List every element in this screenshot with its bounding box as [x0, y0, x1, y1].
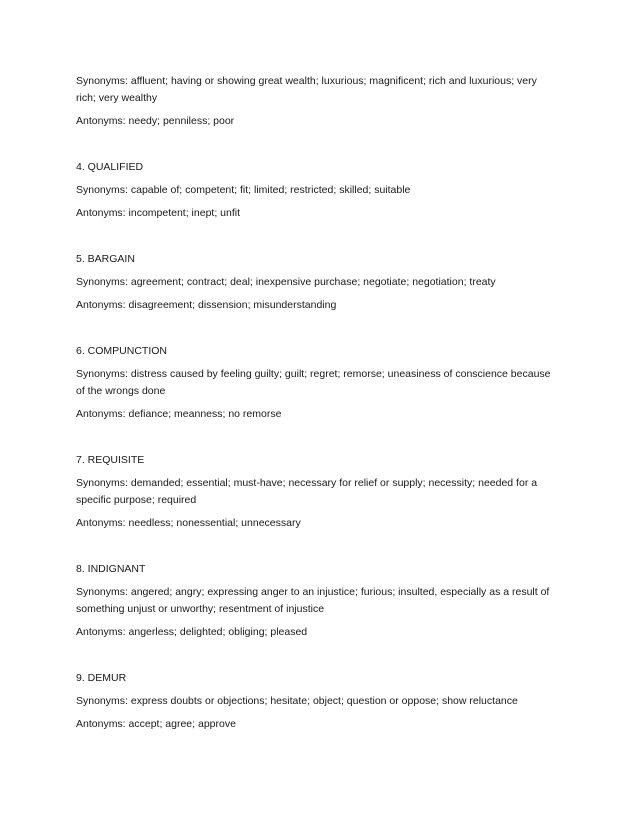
- antonyms-line: Antonyms: needy; penniless; poor: [76, 115, 235, 127]
- entry-qualified: [76, 159, 554, 222]
- synonyms-line: Synonyms: distress caused by feeling guilty; guilt; regret; remorse; uneasiness of conscience because of the wrongs done: [76, 368, 551, 397]
- entry-compunction: [76, 343, 554, 423]
- entry-indignant: [76, 561, 554, 641]
- synonyms-line: Synonyms: angered; angry; expressing anger to an injustice; furious; insulted, especially as a result of something unjust or unworthy; resentment of injustice: [76, 586, 550, 615]
- antonyms-line: Antonyms: angerless; delighted; obliging; pleased: [76, 626, 308, 638]
- continued-entry: [76, 73, 554, 130]
- entry-demur: [76, 670, 554, 733]
- antonyms-line: Antonyms: incompetent; inept; unfit: [76, 207, 241, 219]
- entry-bargain: [76, 251, 554, 314]
- antonyms-line: Antonyms: disagreement; dissension; misunderstanding: [76, 299, 337, 311]
- entry-heading: 4. QUALIFIED: [76, 161, 144, 173]
- synonyms-line: Synonyms: affluent; having or showing great wealth; luxurious; magnificent; rich and luxurious; very rich; very wealthy: [76, 75, 537, 104]
- synonyms-line: Synonyms: capable of; competent; fit; limited; restricted; skilled; suitable: [76, 184, 411, 196]
- antonyms-line: Antonyms: defiance; meanness; no remorse: [76, 408, 282, 420]
- entry-requisite: [76, 452, 554, 532]
- synonyms-line: Synonyms: express doubts or objections; hesitate; object; question or oppose; show reluctance: [76, 695, 518, 707]
- synonyms-line: Synonyms: agreement; contract; deal; inexpensive purchase; negotiate; negotiation; treaty: [76, 276, 496, 288]
- entry-heading: 6. COMPUNCTION: [76, 345, 168, 357]
- antonyms-line: Antonyms: accept; agree; approve: [76, 718, 236, 730]
- entry-heading: 7. REQUISITE: [76, 454, 145, 466]
- entry-heading: 5. BARGAIN: [76, 253, 135, 265]
- antonyms-line: Antonyms: needless; nonessential; unnecessary: [76, 517, 301, 529]
- entry-heading: 9. DEMUR: [76, 672, 127, 684]
- synonyms-line: Synonyms: demanded; essential; must-have; necessary for relief or supply; necessity; needed for a specific purpose; required: [76, 477, 538, 506]
- entry-heading: 8. INDIGNANT: [76, 563, 146, 575]
- document-page: [76, 73, 554, 739]
